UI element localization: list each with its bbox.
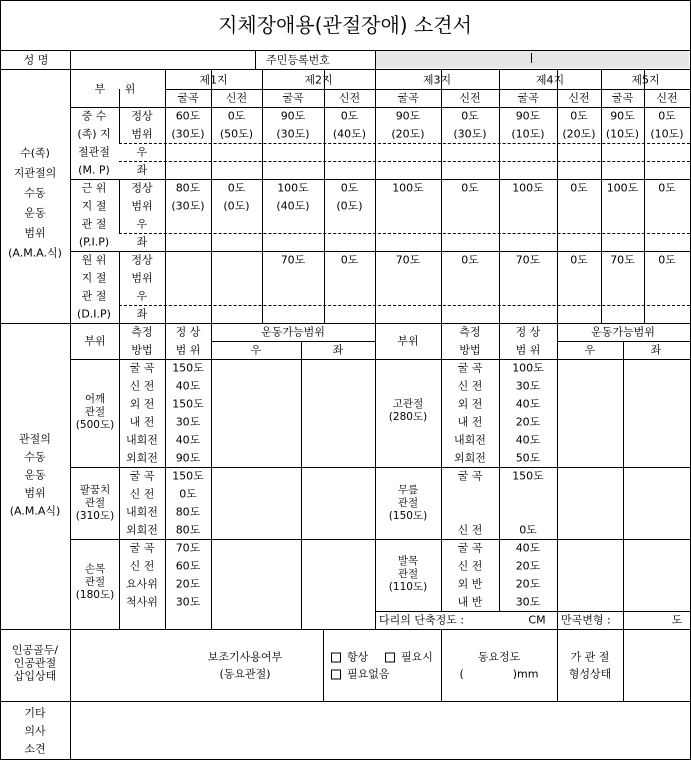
mp-value: (10도) (650, 127, 684, 141)
elbow-name: (310도) (75, 509, 115, 522)
mp-value: 90도 (280, 109, 306, 123)
wrist-value: 70도 (175, 541, 201, 555)
laxity-label: 동요정도 (477, 650, 521, 664)
finger-header: 제4지 (535, 73, 565, 87)
normal-range-label: 범위 (131, 271, 153, 285)
elbow-value: 150도 (172, 469, 204, 483)
shoulder-method: 내 전 (129, 415, 155, 429)
wrist-name: (180도) (75, 588, 115, 601)
knee-name: (150도) (388, 509, 428, 522)
joint-label: 근 위 (81, 181, 107, 195)
left-header: 좌 (650, 343, 662, 357)
side-title: 관절의 (19, 432, 51, 446)
normal-range-label: 정상 (131, 181, 153, 195)
rrn-field[interactable] (376, 51, 689, 68)
knee-name: 관절 (397, 496, 419, 509)
flexion-header: 굴곡 (517, 91, 539, 105)
shoulder-method: 외회전 (126, 451, 158, 465)
pseudo-field[interactable] (624, 630, 689, 700)
rule-line (301, 341, 302, 629)
rule-line (211, 341, 375, 342)
other-label: 소견 (24, 742, 46, 756)
method-header: 방법 (459, 343, 481, 357)
joint-label: (족) 지 (77, 127, 111, 141)
joint-label: (P.I.P) (78, 235, 110, 249)
wrist-name: 손목 (84, 562, 106, 575)
rule-line (119, 89, 120, 143)
dip-value: 70도 (610, 253, 635, 267)
rule-line (557, 341, 690, 342)
wrist-method: 척사위 (126, 595, 158, 609)
pip-value: 0도 (227, 181, 246, 195)
normal-header: 정 상 (515, 325, 541, 339)
joint-label: 관 절 (81, 289, 107, 303)
side-title: (A.M.A.식) (8, 246, 62, 260)
mp-value: 0도 (658, 109, 676, 123)
dip-value: 70도 (280, 253, 306, 267)
right-header: 우 (584, 343, 596, 357)
joint-label: 지 절 (81, 199, 107, 213)
pip-value: 100도 (392, 181, 424, 195)
side-title: (A.M.A식) (9, 504, 61, 518)
knee-value: 0도 (519, 523, 537, 537)
flexion-header: 굴곡 (177, 91, 199, 105)
mp-value: 90도 (610, 109, 635, 123)
normal-range-label: 범위 (131, 199, 153, 213)
hip-value: 50도 (515, 451, 541, 465)
shoulder-value: 90도 (175, 451, 201, 465)
dip-value: 0도 (658, 253, 676, 267)
mp-value: 0도 (570, 109, 588, 123)
mp-value: (20도) (391, 127, 425, 141)
ankle-name: 관절 (397, 567, 419, 580)
pip-value: 0도 (658, 181, 676, 195)
hip-method: 외회전 (454, 451, 486, 465)
shoulder-value: 150도 (172, 397, 204, 411)
finger-header: 제5지 (631, 73, 660, 87)
joint-label: 중 수 (81, 109, 107, 123)
pip-value: 0도 (570, 181, 588, 195)
rule-line (375, 539, 690, 540)
shoulder-value: 40도 (175, 433, 201, 447)
hip-value: 40도 (515, 397, 541, 411)
rule-line (441, 629, 442, 701)
flexion-header: 굴곡 (397, 91, 419, 105)
elbow-method: 굴 곡 (129, 469, 155, 483)
dip-value: 0도 (461, 253, 479, 267)
shoulder-name: 관절 (84, 405, 106, 418)
hip-value: 100도 (512, 361, 544, 375)
rule-line (375, 467, 690, 468)
rule-line (557, 629, 558, 701)
rule-line (70, 539, 375, 540)
wrist-method: 신 전 (129, 559, 155, 573)
pip-value: 80도 (175, 181, 201, 195)
rule-line (375, 323, 376, 629)
mp-value: 90도 (515, 109, 541, 123)
pip-value: (0도) (223, 199, 250, 213)
pip-value: 0도 (340, 181, 359, 195)
side-title: 운동 (24, 468, 46, 482)
mp-value: (30도) (171, 127, 205, 141)
dip-value: 0도 (570, 253, 588, 267)
rule-line (70, 467, 375, 468)
rule-line (119, 233, 690, 234)
pip-value: 100도 (606, 181, 639, 195)
rule-line (623, 341, 624, 629)
side-title: 수동 (24, 450, 46, 464)
side-title: 수동 (24, 186, 46, 200)
kyphosis-label: 만곡변형 : (561, 613, 611, 627)
rule-line (255, 50, 256, 69)
elbow-value: 80도 (175, 523, 201, 537)
shoulder-value: 150도 (172, 361, 204, 375)
elbow-method: 내회전 (126, 505, 158, 519)
name-label: 성 명 (23, 53, 49, 67)
rule-line (119, 161, 690, 162)
elbow-method: 신 전 (129, 487, 155, 501)
shoulder-method: 신 전 (129, 379, 155, 393)
side-title: 수(족) (20, 146, 50, 160)
shoulder-name: 어깨 (84, 392, 106, 405)
laxity-unit: ( )mm (459, 667, 539, 681)
hip-method: 신 전 (457, 379, 483, 393)
option-when-needed[interactable] (385, 652, 433, 663)
wrist-value: 20도 (175, 577, 201, 591)
extension-header: 신전 (459, 91, 481, 105)
rule-line (70, 107, 690, 108)
right-header: 우 (250, 343, 262, 357)
rule-line (1, 629, 690, 630)
right-label: 우 (136, 289, 148, 303)
ankle-method: 내 반 (457, 595, 483, 609)
right-label: 우 (136, 217, 148, 231)
rule-line (119, 179, 120, 233)
ankle-value: 30도 (515, 595, 541, 609)
shoulder-name: (500도) (75, 418, 115, 431)
form-title: 지체장애용(관절장애) 소견서 (218, 13, 472, 37)
left-label: 좌 (136, 163, 148, 177)
pip-value: 100도 (277, 181, 309, 195)
right-label: 우 (136, 145, 148, 159)
pip-value: (40도) (276, 199, 310, 213)
joint-label: 원 위 (81, 253, 107, 267)
rule-line (165, 323, 166, 629)
shortening-unit: CM (528, 613, 546, 627)
ankle-method: 굴 곡 (457, 541, 483, 555)
left-header: 좌 (332, 343, 344, 357)
normal-header: 정 상 (175, 325, 201, 339)
kyphosis-unit: 도 (671, 613, 683, 627)
side-title: 지관절의 (13, 166, 57, 180)
artificial-label: 인공관절 (13, 656, 57, 670)
checkbox-label: 필요시 (401, 650, 433, 664)
hip-method: 외 전 (457, 397, 483, 411)
method-header: 측정 (459, 325, 481, 339)
ankle-name: (110도) (388, 580, 428, 593)
mp-value: (50도) (219, 127, 254, 141)
mp-value: 0도 (340, 109, 359, 123)
option-not-needed[interactable] (331, 669, 390, 680)
mp-value: (30도) (453, 127, 487, 141)
finger-header: 제2지 (304, 73, 333, 87)
dip-value: 70도 (515, 253, 541, 267)
rule-line (375, 611, 690, 612)
elbow-value: 80도 (175, 505, 201, 519)
checkbox-icon[interactable] (385, 653, 395, 663)
part-header: 부위 (84, 334, 106, 348)
extension-header: 신전 (225, 91, 248, 105)
rule-line (531, 53, 532, 63)
normal-range-label: 정상 (131, 253, 153, 267)
aid-label: (동요관절) (219, 667, 271, 681)
movable-header: 운동가능범위 (261, 325, 325, 339)
pip-value: (0도) (336, 199, 363, 213)
hip-method: 내 전 (457, 415, 483, 429)
ankle-method: 신 전 (457, 559, 483, 573)
joint-label: (M. P) (78, 163, 110, 177)
flexion-header: 굴곡 (282, 91, 304, 105)
left-label: 좌 (136, 307, 148, 321)
hip-name: 고관절 (392, 397, 424, 410)
hip-method: 내회전 (454, 433, 486, 447)
shortening-label: 다리의 단축정도 : (379, 613, 465, 627)
shoulder-value: 40도 (175, 379, 201, 393)
mp-value: 0도 (227, 109, 246, 123)
pseudo-label: 형성상태 (568, 667, 612, 681)
hip-name: (280도) (388, 410, 428, 423)
ankle-value: 20도 (515, 559, 541, 573)
movable-header: 운동가능범위 (591, 325, 655, 339)
mp-value: (10도) (511, 127, 545, 141)
elbow-name: 팔꿈치 (79, 483, 111, 496)
rrn-label: 주민등록번호 (266, 53, 330, 67)
hip-value: 30도 (515, 379, 541, 393)
checkbox-label: 항상 (347, 650, 369, 664)
wrist-method: 굴 곡 (129, 541, 155, 555)
ankle-name: 발목 (397, 554, 419, 567)
rule-line (119, 143, 690, 144)
mp-value: 0도 (461, 109, 479, 123)
rule-line (70, 179, 690, 180)
finger-header: 제1지 (199, 73, 228, 87)
other-label: 의사 (24, 724, 46, 738)
normal-header: 범 위 (175, 343, 201, 357)
checkbox-label: 필요없음 (347, 667, 390, 681)
mp-value: (10도) (605, 127, 640, 141)
rule-line (70, 251, 690, 252)
side-title: 범위 (24, 226, 46, 240)
flexion-header: 굴곡 (611, 91, 634, 105)
rule-line (557, 323, 558, 629)
mp-value: 60도 (175, 109, 201, 123)
normal-range-label: 정상 (131, 109, 153, 123)
method-header: 측정 (131, 325, 153, 339)
mp-value: (20도) (562, 127, 596, 141)
artificial-label: 삽입상태 (13, 669, 57, 683)
part-header: 부위 (397, 334, 419, 348)
rule-line (1, 69, 690, 70)
mp-value: 90도 (395, 109, 421, 123)
rule-line (165, 89, 690, 90)
ankle-value: 20도 (515, 577, 541, 591)
extension-header: 신전 (656, 91, 678, 105)
checkbox-icon[interactable] (331, 670, 341, 680)
wrist-value: 30도 (175, 595, 201, 609)
dip-value: 70도 (395, 253, 421, 267)
rule-line (211, 323, 212, 629)
rule-line (119, 323, 120, 629)
rule-line (119, 305, 690, 306)
extension-header: 신전 (568, 91, 590, 105)
elbow-name: 관절 (84, 496, 106, 509)
pip-value: 100도 (512, 181, 544, 195)
elbow-method: 외회전 (126, 523, 158, 537)
dip-value: 0도 (340, 253, 359, 267)
ankle-value: 40도 (515, 541, 541, 555)
aid-label: 보조기사용여부 (207, 650, 283, 664)
rule-line (375, 50, 376, 69)
method-header: 방법 (131, 343, 153, 357)
shoulder-method: 외 전 (129, 397, 155, 411)
other-label: 기타 (24, 706, 46, 720)
rule-line (375, 359, 690, 360)
shoulder-method: 굴 곡 (129, 361, 155, 375)
knee-value: 150도 (512, 469, 544, 483)
rule-line (1, 323, 690, 324)
pip-value: 0도 (461, 181, 479, 195)
mp-value: (30도) (276, 127, 310, 141)
hip-value: 20도 (515, 415, 541, 429)
rule-line (70, 50, 71, 759)
knee-method: 굴 곡 (457, 469, 483, 483)
side-title: 운동 (24, 206, 46, 220)
mp-value: (40도) (332, 127, 367, 141)
normal-range-label: 범위 (131, 127, 153, 141)
joint-label: 절관절 (78, 145, 110, 159)
part-label: 부 위 (94, 82, 144, 96)
elbow-value: 0도 (179, 487, 197, 501)
name-field[interactable] (71, 51, 255, 68)
normal-header: 범 위 (515, 343, 541, 357)
rule-line (323, 629, 324, 701)
side-title: 범위 (24, 486, 46, 500)
extension-header: 신전 (338, 91, 361, 105)
shoulder-method: 내회전 (126, 433, 158, 447)
hip-method: 굴 곡 (457, 361, 483, 375)
hip-value: 40도 (515, 433, 541, 447)
knee-name: 무릎 (397, 483, 419, 496)
artificial-label: 인공골두/ (11, 643, 59, 657)
knee-method: 신 전 (457, 523, 483, 537)
rule-line (119, 251, 120, 323)
finger-header: 제3지 (422, 73, 452, 87)
pip-value: (30도) (171, 199, 205, 213)
joint-label: 지 절 (81, 271, 107, 285)
joint-label: (D.I.P) (77, 307, 111, 321)
option-always[interactable] (331, 652, 368, 663)
ankle-method: 외 반 (457, 577, 483, 591)
wrist-value: 60도 (175, 559, 201, 573)
rule-line (70, 359, 375, 360)
shoulder-value: 30도 (175, 415, 201, 429)
wrist-name: 관절 (84, 575, 106, 588)
joint-label: 관 절 (81, 217, 107, 231)
left-label: 좌 (136, 235, 148, 249)
wrist-method: 요사위 (126, 577, 158, 591)
checkbox-icon[interactable] (331, 653, 341, 663)
pseudo-label: 가 관 절 (570, 650, 610, 664)
other-opinion-field[interactable] (71, 702, 689, 758)
